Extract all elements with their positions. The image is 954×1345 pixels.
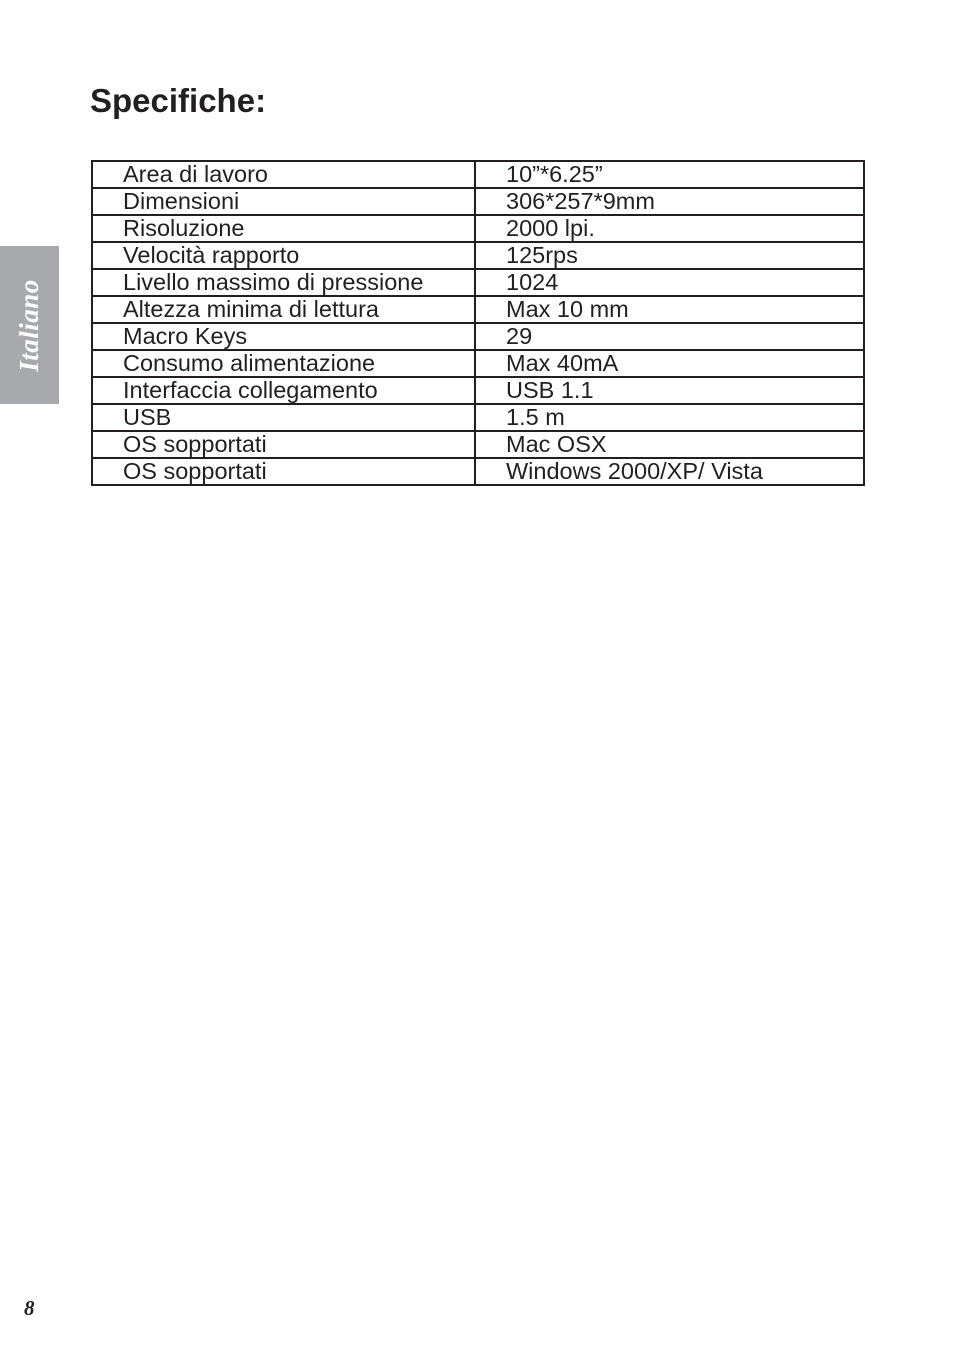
spec-value: Windows 2000/XP/ Vista (475, 458, 864, 485)
table-row (92, 431, 864, 458)
table-row (92, 161, 864, 188)
spec-value: Max 40mA (475, 350, 864, 377)
spec-value: USB 1.1 (475, 377, 864, 404)
spec-value: Max 10 mm (475, 296, 864, 323)
spec-label: Altezza minima di lettura (92, 296, 475, 323)
table-row (92, 188, 864, 215)
spec-label: Risoluzione (92, 215, 475, 242)
spec-value: 29 (475, 323, 864, 350)
specifications-table (91, 160, 865, 486)
spec-label: OS sopportati (92, 431, 475, 458)
table-row (92, 242, 864, 269)
spec-label: USB (92, 404, 475, 431)
spec-label: Interfaccia collegamento (92, 377, 475, 404)
spec-value: 306*257*9mm (475, 188, 864, 215)
table-row (92, 215, 864, 242)
page-title: Specifiche: (90, 82, 267, 119)
spec-label: Velocità rapporto (92, 242, 475, 269)
spec-label: Macro Keys (92, 323, 475, 350)
language-tab-label: Italiano (14, 278, 44, 372)
spec-value: Mac OSX (475, 431, 864, 458)
spec-value: 2000 lpi. (475, 215, 864, 242)
language-side-tab (0, 246, 59, 404)
table-row (92, 269, 864, 296)
table-row (92, 458, 864, 485)
table-row (92, 377, 864, 404)
spec-value: 10”*6.25” (475, 161, 864, 188)
page-number: 8 (24, 1296, 35, 1320)
spec-label: Area di lavoro (92, 161, 475, 188)
spec-label: Dimensioni (92, 188, 475, 215)
table-row (92, 296, 864, 323)
spec-value: 125rps (475, 242, 864, 269)
table-row (92, 323, 864, 350)
spec-label: Livello massimo di pressione (92, 269, 475, 296)
spec-label: Consumo alimentazione (92, 350, 475, 377)
table-row (92, 404, 864, 431)
spec-value: 1024 (475, 269, 864, 296)
spec-value: 1.5 m (475, 404, 864, 431)
table-row (92, 350, 864, 377)
spec-label: OS sopportati (92, 458, 475, 485)
